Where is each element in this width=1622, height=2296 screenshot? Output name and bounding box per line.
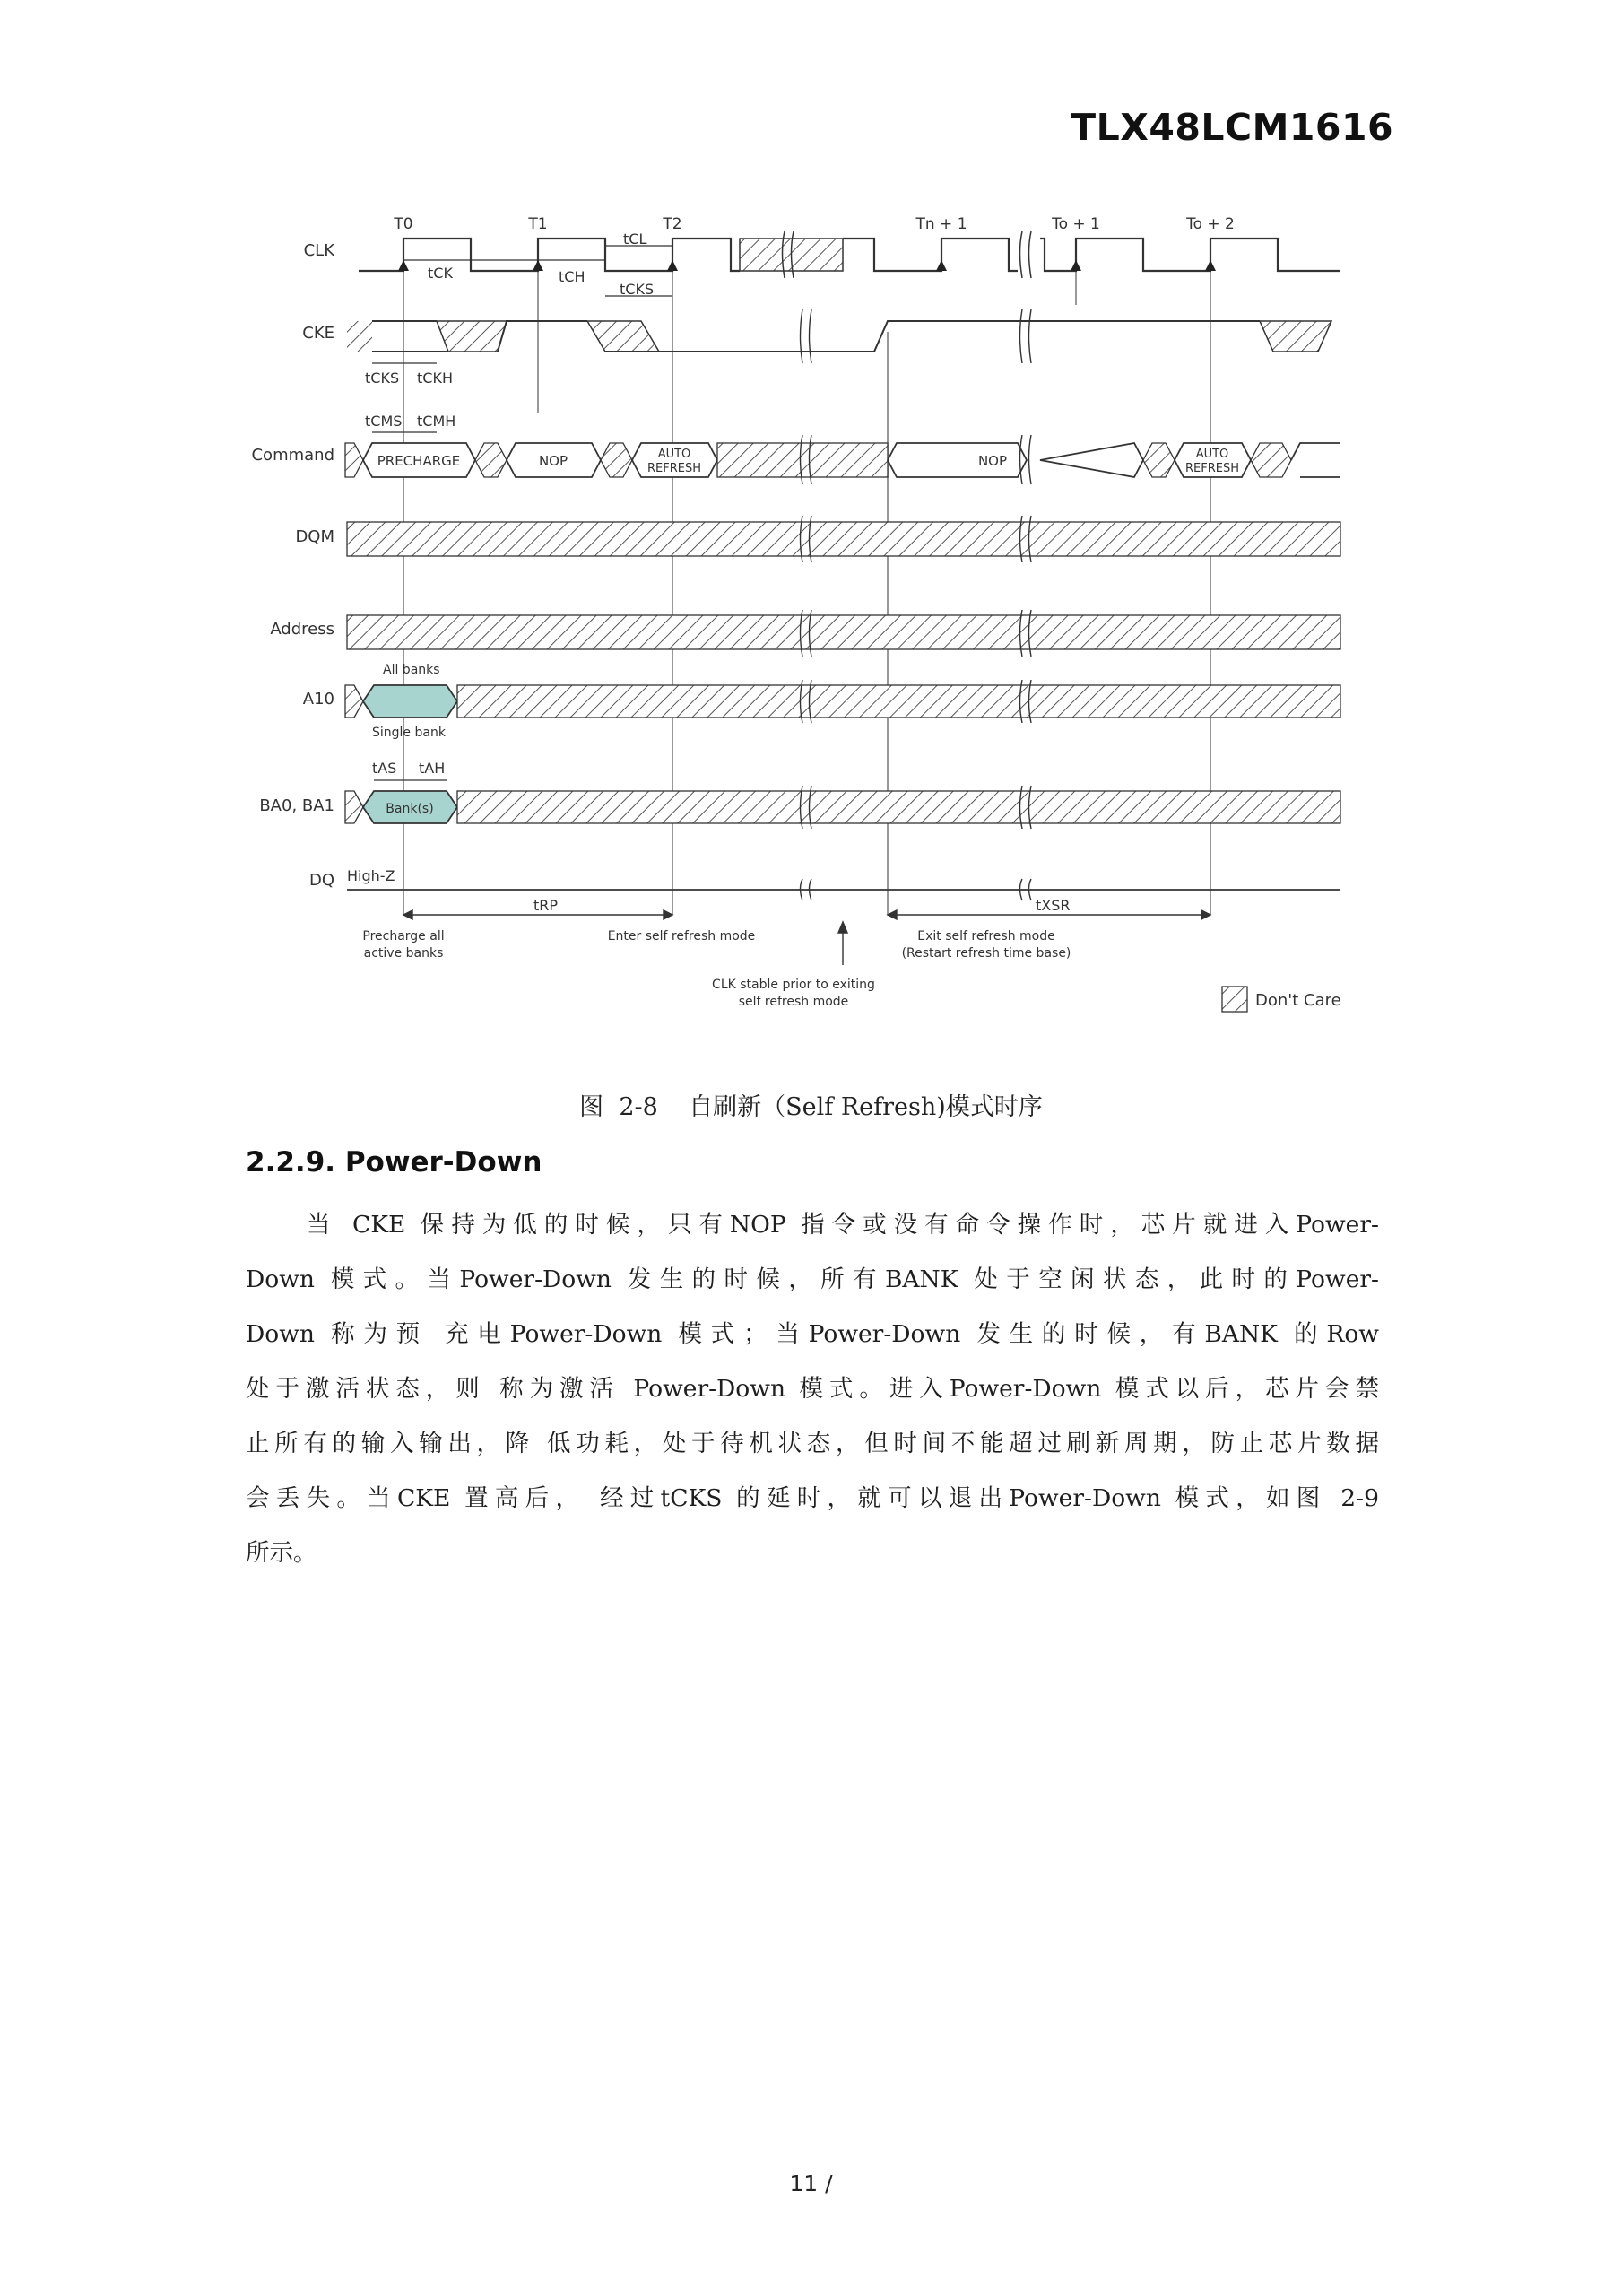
annotation-clk-stable-line2: self refresh mode: [738, 995, 849, 1009]
clock-label-t2: T2: [663, 215, 682, 233]
a10-single-bank: Single bank: [372, 726, 446, 740]
ba-dont-care-2: [457, 791, 1340, 823]
cke-dont-care-4: [1260, 321, 1331, 352]
section-heading: 2.2.9. Power-Down: [246, 1146, 542, 1178]
cmd-nop-1: NOP: [538, 453, 568, 469]
clock-label-tn1: Tn + 1: [915, 215, 967, 233]
a10-dont-care-2: [457, 685, 1340, 718]
timing-txsr: tXSR: [1036, 897, 1071, 914]
clock-label-t1: T1: [528, 215, 548, 233]
signal-label-cke: CKE: [302, 324, 334, 343]
annotation-enter: Enter self refresh mode: [607, 929, 756, 944]
dq-high-z: High-Z: [347, 867, 395, 884]
cmd-refresh-2: REFRESH: [1185, 462, 1239, 475]
ba-bank-label: Bank(s): [386, 802, 434, 816]
cmd-auto-2: AUTO: [1195, 448, 1229, 461]
paragraph-line: 处于激活状态，则 称为激活 Power-Down 模式。进入Power-Down 模式以后，芯片会禁: [246, 1375, 1379, 1403]
signal-label-address: Address: [270, 620, 334, 639]
cmd-dont-care-4: [717, 443, 888, 477]
timing-tcl: tCL: [623, 230, 647, 248]
timing-tas: tAS: [372, 760, 397, 777]
cke-waveform: [372, 321, 1260, 352]
timing-tcks-clk: tCKS: [620, 281, 655, 298]
signal-label-command: Command: [251, 446, 334, 465]
page-number: 11 /: [789, 2170, 833, 2196]
timing-tah: tAH: [419, 760, 446, 777]
self-refresh-timing-diagram: [229, 206, 1376, 1031]
ba-dont-care-1: [345, 791, 363, 823]
paragraph-line: 止所有的输入输出，降 低功耗，处于待机状态，但时间不能超过刷新周期，防止芯片数据: [246, 1430, 1379, 1457]
cke-dont-care-3: [587, 321, 659, 352]
signal-label-dqm: DQM: [295, 527, 334, 546]
paragraph-line: Down 称为预 充电Power-Down 模式；当Power-Down 发生的时候，有BANK 的Row: [246, 1320, 1379, 1348]
cmd-dont-care-3: [601, 443, 632, 477]
annotation-exit-line2: (Restart refresh time base): [901, 946, 1071, 961]
cmd-dont-care-5: [1143, 443, 1175, 477]
cmd-dont-care-6: [1251, 443, 1291, 477]
bottom-timing-dims: [403, 910, 1210, 965]
document-title: TLX48LCM1616: [1071, 106, 1393, 149]
clk-waveform: [359, 239, 1340, 271]
timing-tcmh: tCMH: [417, 413, 456, 430]
cmd-refresh-1: REFRESH: [647, 462, 701, 475]
paragraph-line: 当 CKE 保持为低的时候，只有NOP 指令或没有命令操作时，芯片就进入Power-: [307, 1211, 1379, 1239]
legend-swatch: [1222, 987, 1247, 1012]
timing-trp: tRP: [533, 897, 559, 914]
address-dont-care: [347, 615, 1340, 649]
body-paragraph: [246, 1197, 1379, 1580]
annotation-exit-line1: Exit self refresh mode: [917, 929, 1055, 944]
signal-label-ba: BA0, BA1: [259, 796, 334, 815]
dqm-dont-care: [347, 522, 1340, 556]
figure-caption: 图 2-8 自刷新（Self Refresh)模式时序: [579, 1093, 1043, 1121]
clock-label-to2: To + 2: [1186, 215, 1235, 233]
paragraph-line: Down 模式。当Power-Down 发生的时候，所有BANK 处于空闲状态，此时的Power-: [246, 1265, 1379, 1293]
cmd-dont-care-2: [475, 443, 507, 477]
paragraph-line: 会丢失。当CKE 置高后， 经过tCKS 的延时，就可以退出Power-Down 模式，如图 2-9: [246, 1484, 1379, 1512]
signal-label-a10: A10: [302, 690, 334, 709]
annotation-precharge-line2: active banks: [363, 946, 444, 961]
a10-valid: [363, 685, 457, 718]
timing-tcms: tCMS: [365, 413, 403, 430]
cmd-trailing: [1291, 443, 1340, 477]
cke-dont-care-1: [347, 321, 372, 352]
clock-label-to1: To + 1: [1052, 215, 1100, 233]
legend-dont-care: Don't Care: [1255, 991, 1341, 1010]
signal-label-clk: CLK: [303, 241, 334, 260]
cmd-nop-tail: [1040, 443, 1143, 477]
timing-tch: tCH: [559, 268, 585, 285]
a10-all-banks: All banks: [383, 663, 440, 677]
cmd-nop-2: NOP: [977, 453, 1008, 469]
timing-tckh: tCKH: [417, 370, 453, 387]
annotation-precharge-line1: Precharge all: [362, 929, 445, 944]
timing-tck: tCK: [428, 265, 453, 282]
a10-dont-care-1: [345, 685, 363, 718]
cmd-dont-care-1: [345, 443, 363, 477]
clock-label-t0: T0: [394, 215, 413, 233]
cmd-precharge: PRECHARGE: [377, 453, 461, 469]
signal-label-dq: DQ: [308, 871, 334, 890]
paragraph-line: 所示。: [246, 1539, 317, 1567]
cke-dont-care-2: [437, 321, 507, 352]
cmd-auto-1: AUTO: [657, 448, 691, 461]
annotation-clk-stable-line1: CLK stable prior to exiting: [712, 978, 875, 992]
timing-tcks-cke: tCKS: [365, 370, 400, 387]
